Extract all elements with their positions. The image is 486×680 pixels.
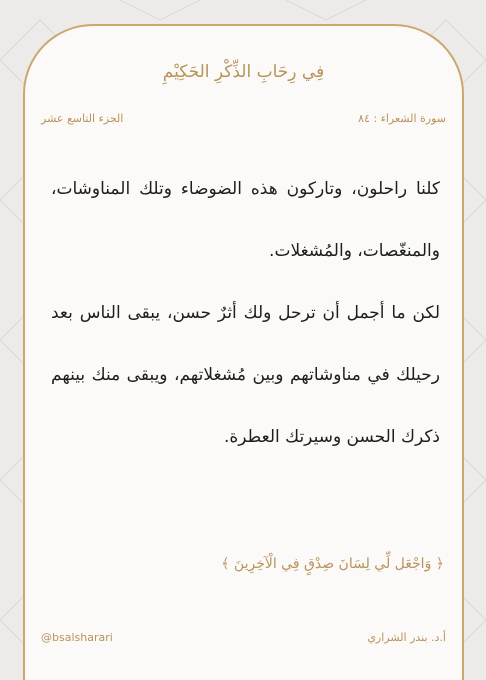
paragraph: كلنا راحلون، وتاركون هذه الضوضاء وتلك المناوشات، والمنغّصات، والمُشغلات. [51, 179, 440, 261]
author-name: أ.د. بندر الشراري [367, 631, 446, 644]
surah-reference: سورة الشعراء : ٨٤ [358, 112, 446, 125]
quran-verse: ﴿ وَاجْعَل لِّي لِسَانَ صِدْقٍ فِي الْآخِرِينَ ﴾ [221, 556, 444, 572]
paragraph: لكن ما أجمل أن ترحل ولك أثرٌ حسن، يبقى الناس بعد رحيلك في مناوشاتهم وبين مُشغلاتهم، ويبقى منك بينهم ذكرك الحسن وسيرتك العطرة. [51, 303, 440, 447]
content-card [23, 24, 464, 680]
body-text [51, 158, 440, 468]
page-title: فِي رِحَابِ الذِّكْرِ الحَكِيْمِ [162, 62, 325, 82]
juz-label: الجزء التاسع عشر [41, 112, 124, 125]
social-handle: @bsalsharari [41, 631, 113, 644]
